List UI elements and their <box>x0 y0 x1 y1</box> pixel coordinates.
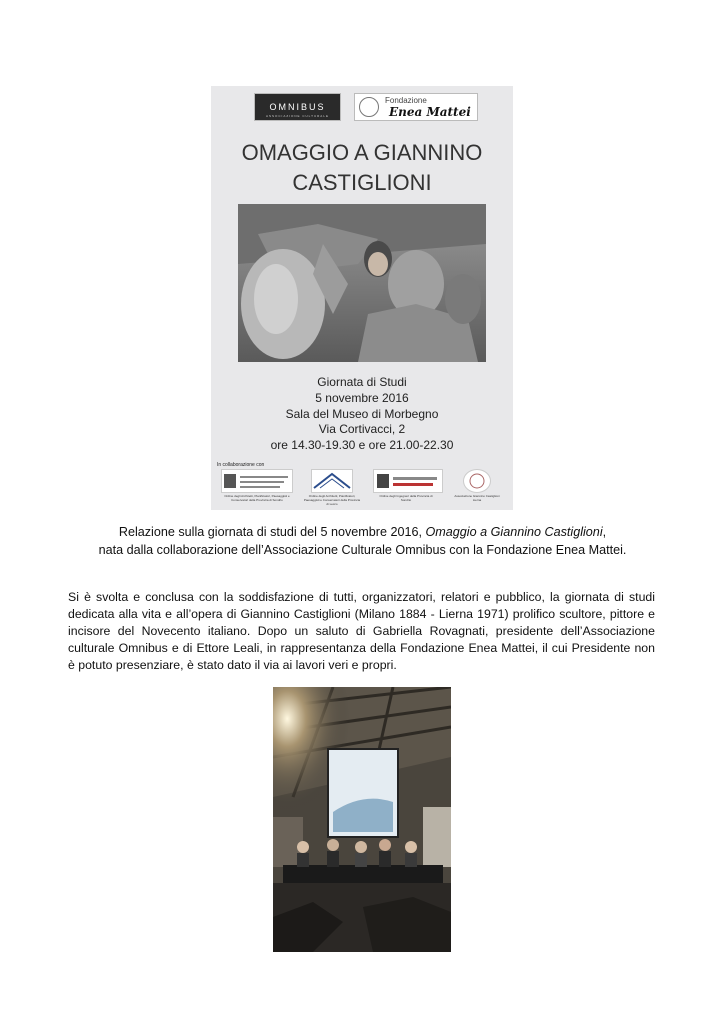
caption-line2: nata dalla collaborazione dell’Associazione Culturale Omnibus con la Fondazione Enea Mattei. <box>98 542 627 557</box>
sculpture-photo-image <box>238 204 486 362</box>
omnibus-logo-subtitle: ASSOCIAZIONE CULTURALE <box>266 114 329 118</box>
conference-photo <box>273 687 451 952</box>
poster-info-line: Giornata di Studi <box>317 375 407 389</box>
sculpture-photo <box>238 204 486 362</box>
poster-caption <box>0 524 725 559</box>
partner-logo-graphic <box>374 470 442 492</box>
poster-info-line: Sala del Museo di Morbegno <box>285 406 439 421</box>
partner-caption: Associazione Giannino Castiglioni Lierna <box>454 494 500 502</box>
fondazione-mattei-logo <box>354 93 478 121</box>
caption-text: , <box>602 525 607 539</box>
collaboration-label: In collaborazione con <box>217 462 265 468</box>
partner-logo <box>311 469 353 493</box>
mattei-logo-line2: Enea Mattei <box>389 105 471 119</box>
poster-event-info <box>211 375 513 454</box>
partner-logo <box>463 469 491 493</box>
poster-info-line: 5 novembre 2016 <box>315 390 409 405</box>
conference-photo-image <box>273 687 451 952</box>
omnibus-logo <box>254 93 341 121</box>
event-poster <box>211 86 513 510</box>
caption-text: Relazione sulla giornata di studi del 5 novembre 2016, <box>118 525 426 539</box>
mattei-logo-line1: Fondazione <box>385 96 427 105</box>
poster-title-line1: OMAGGIO A GIANNINO <box>241 140 483 165</box>
partner-logo <box>221 469 293 493</box>
seal-icon <box>359 97 379 117</box>
omnibus-logo-text: OMNIBUS <box>269 102 326 112</box>
report-paragraph: Si è svolta e conclusa con la soddisfazione di tutti, organizzatori, relatori e pubblico, la giornata di studi dedicata alla vita e all’opera di Giannino Castiglioni (Milano 1884 - Lierna 1971) prolifico scultore, pittore e incisore del Novecento italiano. Dopo un saluto di Gabriella Rovagnati, presidente dell’Associazione culturale Omnibus e di Ettore Leali, in rappresentanza della Fondazione Enea Mattei, il cui Presidente non è potuto presenziare, è stato dato il via ai lavori veri e propri. <box>68 590 655 673</box>
partner-caption: Ordine degli Ingegneri della Provincia di Sondrio <box>379 494 433 502</box>
poster-info-line: Via Cortivacci, 2 <box>318 422 406 437</box>
partner-logo-graphic <box>464 470 490 492</box>
caption-event-title: Omaggio a Giannino Castiglioni <box>425 525 603 539</box>
poster-title <box>211 138 513 198</box>
partner-logo-graphic <box>222 470 292 492</box>
poster-title-line2: CASTIGLIONI <box>292 170 432 195</box>
partner-logo <box>373 469 443 493</box>
caption-line1 <box>0 524 725 542</box>
partner-caption: Ordine degli Architetti, Pianificatori, Paesaggisti e Conservatori della Provincia di Lecco <box>303 494 361 506</box>
partner-logo-graphic <box>312 470 352 492</box>
partner-caption: Ordine degli Architetti, Pianificatori, Paesaggisti e Conservatori della Provincia di Sondrio <box>224 494 290 502</box>
poster-info-line: ore 14.30-19.30 e ore 21.00-22.30 <box>270 438 454 453</box>
